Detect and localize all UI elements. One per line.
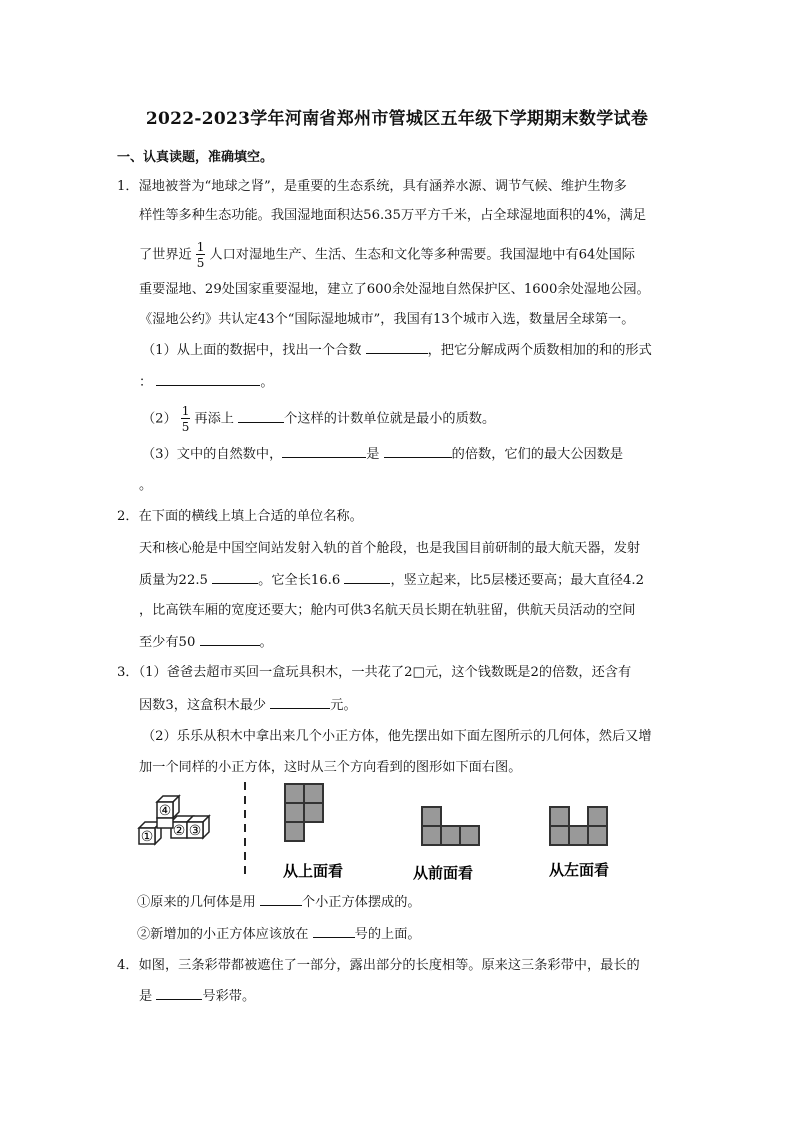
front-view-label: 从前面看 [413, 864, 474, 882]
answer-blank[interactable] [270, 696, 330, 709]
cube-label-4: ④ [158, 803, 172, 819]
fraction-one-fifth: $\frac{1}{5}$ [196, 240, 205, 270]
answer-blank[interactable] [156, 373, 260, 386]
q3-number: 3． [117, 665, 139, 680]
q2-line5: 至少有50 。 [139, 635, 273, 650]
answer-blank[interactable] [384, 445, 452, 458]
q1-line3: 了世界近 $\frac{1}{5}$ 人口对湿地生产、生活、生态和文化等多种需要。我国湿地中有64处国际 [139, 240, 635, 270]
q1-line5: 《湿地公约》共认定43个“国际湿地城市”，我国有13个城市入选，数量居全球第一。 [139, 312, 635, 327]
page-title: 2022-2023学年河南省郑州市管城区五年级下学期期末数学试卷 [145, 109, 649, 129]
q1-line4: 重要湿地、29处国家重要湿地，建立了600余处湿地自然保护区、1600余处湿地公园。 [139, 282, 650, 297]
left-view-label: 从左面看 [549, 861, 610, 879]
q3-sub1: ①原来的几何体是用 个小正方体摆成的。 [137, 895, 421, 910]
answer-blank[interactable] [260, 893, 302, 906]
front-view-grid [422, 807, 479, 845]
q1-line2: 样性等多种生态功能。我国湿地面积达56.35万平方千米，占全球湿地面积的4%，满足 [139, 208, 647, 223]
cube-label-3: ③ [188, 823, 202, 839]
answer-blank[interactable] [313, 925, 355, 938]
q1-sub1: （1）从上面的数据中，找出一个合数 ，把它分解成两个质数相加的和的形式 [142, 343, 652, 358]
answer-blank[interactable] [344, 571, 390, 584]
q2-line1: 2．在下面的横线上填上合适的单位名称。 [117, 509, 363, 524]
q3-line1: 3．（1）爸爸去超市买回一盒玩具积木，一共花了2□元，这个钱数既是2的倍数，还含有 [117, 665, 632, 680]
cube-label-2: ② [172, 823, 186, 839]
q1-sub1-cont: ： 。 [139, 375, 274, 390]
q1-sub3-end: 。 [139, 478, 153, 493]
q1-sub2: （2） $\frac{1}{5}$ 再添上 个这样的计数单位就是最小的质数。 [142, 404, 496, 434]
top-view-label: 从上面看 [283, 862, 344, 880]
q3-sub2: ②新增加的小正方体应该放在 号的上面。 [137, 927, 421, 942]
section-heading: 一、认真读题，准确填空。 [117, 150, 274, 165]
left-view-grid [550, 807, 607, 845]
cube-views-figure [135, 780, 625, 885]
q1-sub3: （3）文中的自然数中， 是 的倍数，它们的最大公因数是 [142, 447, 624, 462]
q4-line2: 是 号彩带。 [139, 989, 256, 1004]
q2-line2: 天和核心舱是中国空间站发射入轨的首个舱段，也是我国目前研制的最大航天器，发射 [139, 541, 641, 556]
answer-blank[interactable] [212, 571, 258, 584]
q1-line1: 1．湿地被誉为“地球之肾”，是重要的生态系统，具有涵养水源、调节气候、维护生物多 [117, 179, 627, 194]
answer-blank[interactable] [238, 410, 284, 423]
q2-line4: ，比高铁车厢的宽度还要大；舱内可供3名航天员长期在轨驻留，供航天员活动的空间 [139, 603, 636, 618]
q3-line2: 因数3，这盒积木最少 元。 [139, 698, 357, 713]
answer-blank[interactable] [156, 987, 202, 1000]
q2-line3: 质量为22.5 。它全长16.6 ，竖立起来，比5层楼还要高；最大直径4.2 [139, 573, 645, 588]
q3-line4: 加一个同样的小正方体，这时从三个方向看到的图形如下面右图。 [139, 760, 522, 775]
top-view-grid [285, 784, 323, 841]
fraction-one-fifth: $\frac{1}{5}$ [181, 404, 190, 434]
answer-blank[interactable] [366, 341, 428, 354]
q4-number: 4． [117, 958, 139, 973]
q1-number: 1． [117, 179, 139, 194]
q4-line1: 4．如图，三条彩带都被遮住了一部分，露出部分的长度相等。原来这三条彩带中，最长的 [117, 958, 640, 973]
answer-blank[interactable] [200, 633, 260, 646]
q2-number: 2． [117, 509, 139, 524]
answer-blank[interactable] [282, 445, 366, 458]
q3-line3: （2）乐乐从积木中拿出来几个小正方体，他先摆出如下面左图所示的几何体，然后又增 [142, 729, 652, 744]
cube-label-1: ① [140, 829, 154, 845]
